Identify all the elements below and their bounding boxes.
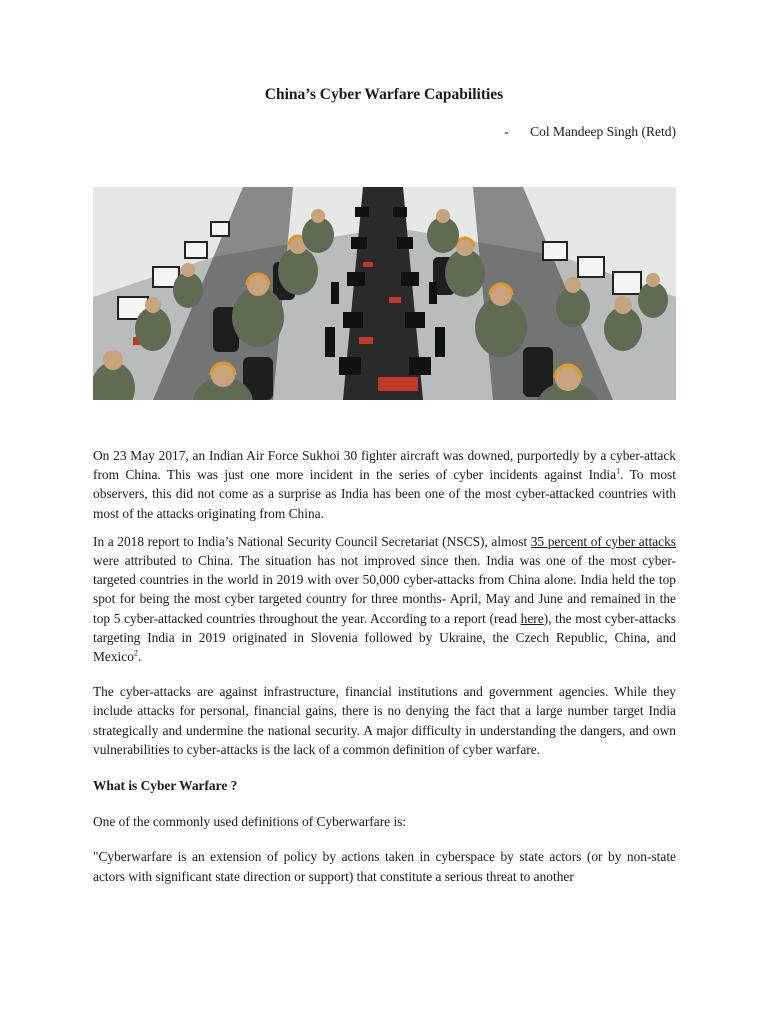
author-name: Col Mandeep Singh (Retd) bbox=[530, 124, 676, 139]
footnote-ref-1[interactable]: 1 bbox=[616, 466, 621, 476]
paragraph-5: "Cyberwarfare is an extension of policy by actions taken in cyberspace by state actors (or by non-state actors with significant state direction or support) that constitute a serious threat to another bbox=[93, 849, 676, 884]
paragraph-2 bbox=[93, 532, 676, 666]
paragraph-1-text: On 23 May 2017, an Indian Air Force Sukhoi 30 fighter aircraft was downed, purportedly by a cyber-attack from China. This was just one more incident in the series of cyber incidents against India bbox=[93, 448, 676, 483]
paragraph-2-middle: were attributed to China. The situation has not improved since then. India was one of the most cyber-targeted countries in the world in 2019 with over 50,000 cyber-attacks from China alone. India held the top spot for being the most cyber targeted country for three months- April, May and June and remained in the top 5 cyber-attacked countries throughout the year. According to a report (read bbox=[93, 553, 676, 626]
report-here-link[interactable]: here bbox=[520, 610, 544, 626]
cyber-attacks-link[interactable]: 35 percent of cyber attacks bbox=[530, 533, 676, 549]
paragraph-1 bbox=[93, 446, 676, 523]
paragraph-2-before: In a 2018 report to India’s National Security Council Secretariat (NSCS), almost bbox=[93, 533, 531, 549]
byline-dash: - bbox=[504, 124, 509, 139]
cyber-warfare-room-photo bbox=[93, 187, 676, 400]
photo-illustration bbox=[93, 187, 676, 400]
document-title: China’s Cyber Warfare Capabilities bbox=[264, 86, 504, 103]
footnote-ref-2[interactable]: 2 bbox=[133, 648, 138, 658]
article-body bbox=[93, 446, 676, 895]
section-heading: What is Cyber Warfare ? bbox=[93, 778, 238, 794]
paragraph-4: One of the commonly used definitions of Cyberwarfare is: bbox=[93, 814, 407, 830]
paragraph-2-end: . bbox=[137, 649, 142, 665]
author-byline bbox=[504, 124, 676, 140]
paragraph-2-after: ), the most cyber-attacks targeting India in 2019 originated in Slovenia followed by Ukraine, the Czech Republic, China, and Mexico bbox=[93, 610, 676, 665]
paragraph-1-tail: . To most observers, this did not come as a surprise as India has been one of the most cyber-attacked countries with most of the attacks originating from China. bbox=[93, 467, 676, 521]
paragraph-3: The cyber-attacks are against infrastructure, financial institutions and government agencies. While they include attacks for personal, financial gains, there is no denying the fact that a large number target India strategically and undermine the national security. A major difficulty in understanding the dangers, and own vulnerabilities to cyber-attacks is the lack of a common definition of cyber warfare. bbox=[93, 684, 676, 757]
